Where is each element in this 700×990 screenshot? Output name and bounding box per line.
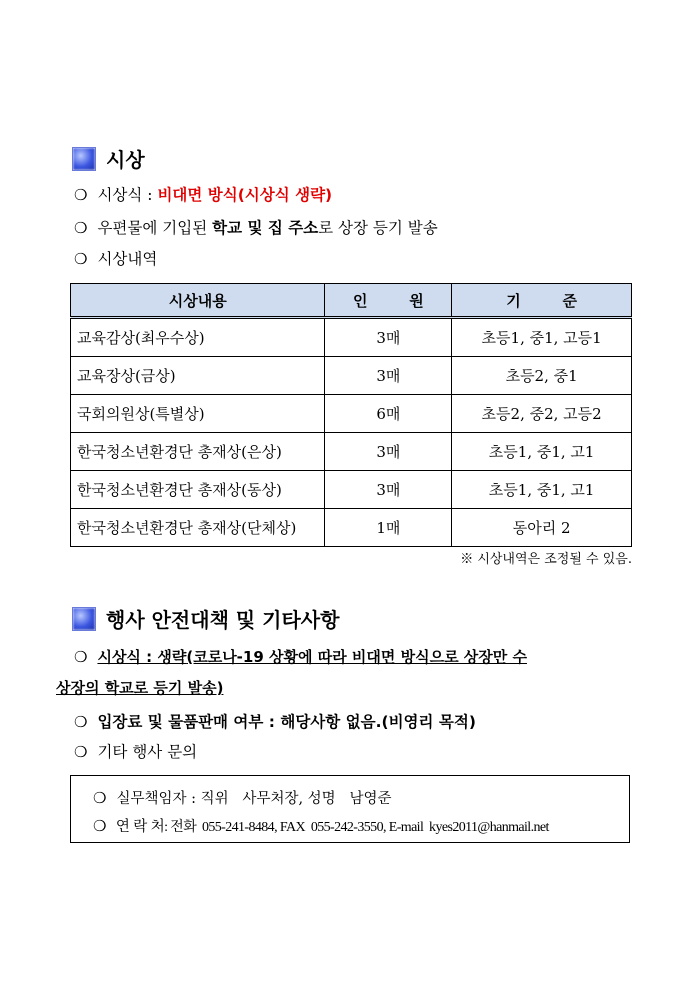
table-note: ※ 시상내역은 조정될 수 있음. — [460, 552, 632, 567]
table-row: 교육장상(금상) 3매 초등2, 중1 — [71, 357, 632, 395]
table-row: 한국청소년환경단 총재상(은상) 3매 초등1, 중1, 고1 — [71, 433, 632, 471]
contact-manager: ❍ 실무책임자 : 직위 사무처장, 성명 남영준 — [93, 789, 392, 807]
table-row: 한국청소년환경단 총재상(동상) 3매 초등1, 중1, 고1 — [71, 471, 632, 509]
header-count: 인 원 — [325, 284, 452, 318]
list-item-ceremony-continued: 상장의 학교로 등기 발송) — [56, 679, 224, 697]
circle-bullet-icon: ❍ — [93, 789, 107, 807]
list-item-mail: ❍ 우편물에 기입된 학교 및 집 주소로 상장 등기 발송 — [74, 219, 438, 237]
contact-details: : 전화 055-241-8484, FAX 055-242-3550, E-mail kyes2011@hanmail.net — [164, 820, 549, 835]
ceremony-method: 비대면 방식(시상식 생략) — [157, 186, 333, 204]
contact-box — [70, 775, 630, 843]
table-row: 국회의원상(특별상) 6매 초등2, 중2, 고등2 — [71, 395, 632, 433]
section-heading-safety — [72, 604, 339, 633]
award-table — [70, 283, 632, 547]
list-item-admission: ❍ 입장료 및 물품판매 여부 : 해당사항 없음.(비영리 목적) — [74, 713, 476, 731]
circle-bullet-icon: ❍ — [74, 713, 88, 731]
circle-bullet-icon: ❍ — [74, 186, 88, 204]
blue-square-bullet-icon — [72, 147, 96, 171]
section-heading-award — [72, 144, 145, 173]
circle-bullet-icon: ❍ — [93, 817, 106, 835]
list-item-ceremony: ❍ 시상식 : 비대면 방식(시상식 생략) — [74, 186, 333, 204]
header-criteria: 기 준 — [452, 284, 632, 318]
list-item-award-details: ❍ 시상내역 — [74, 250, 158, 268]
contact-phone: ❍ 연 락 처: 전화 055-241-8484, FAX 055-242-3550, E-mail kyes2011@hanmail.net — [93, 817, 549, 835]
table-row: 교육감상(최우수상) 3매 초등1, 중1, 고등1 — [71, 318, 632, 357]
section-title: 시상 — [106, 148, 145, 172]
circle-bullet-icon: ❍ — [74, 219, 88, 237]
list-item-inquiry: ❍ 기타 행사 문의 — [74, 743, 198, 761]
blue-square-bullet-icon — [72, 607, 96, 631]
table-row: 한국청소년환경단 총재상(단체상) 1매 동아리 2 — [71, 509, 632, 547]
list-item-ceremony-omitted: ❍ 시상식 : 생략(코로나-19 상황에 따라 비대면 방식으로 상장만 수 — [74, 648, 527, 666]
circle-bullet-icon: ❍ — [74, 648, 88, 666]
circle-bullet-icon: ❍ — [74, 250, 88, 268]
header-award: 시상내용 — [71, 284, 325, 318]
table-header-row — [71, 284, 632, 318]
circle-bullet-icon: ❍ — [74, 743, 88, 761]
section-title: 행사 안전대책 및 기타사항 — [106, 608, 340, 632]
